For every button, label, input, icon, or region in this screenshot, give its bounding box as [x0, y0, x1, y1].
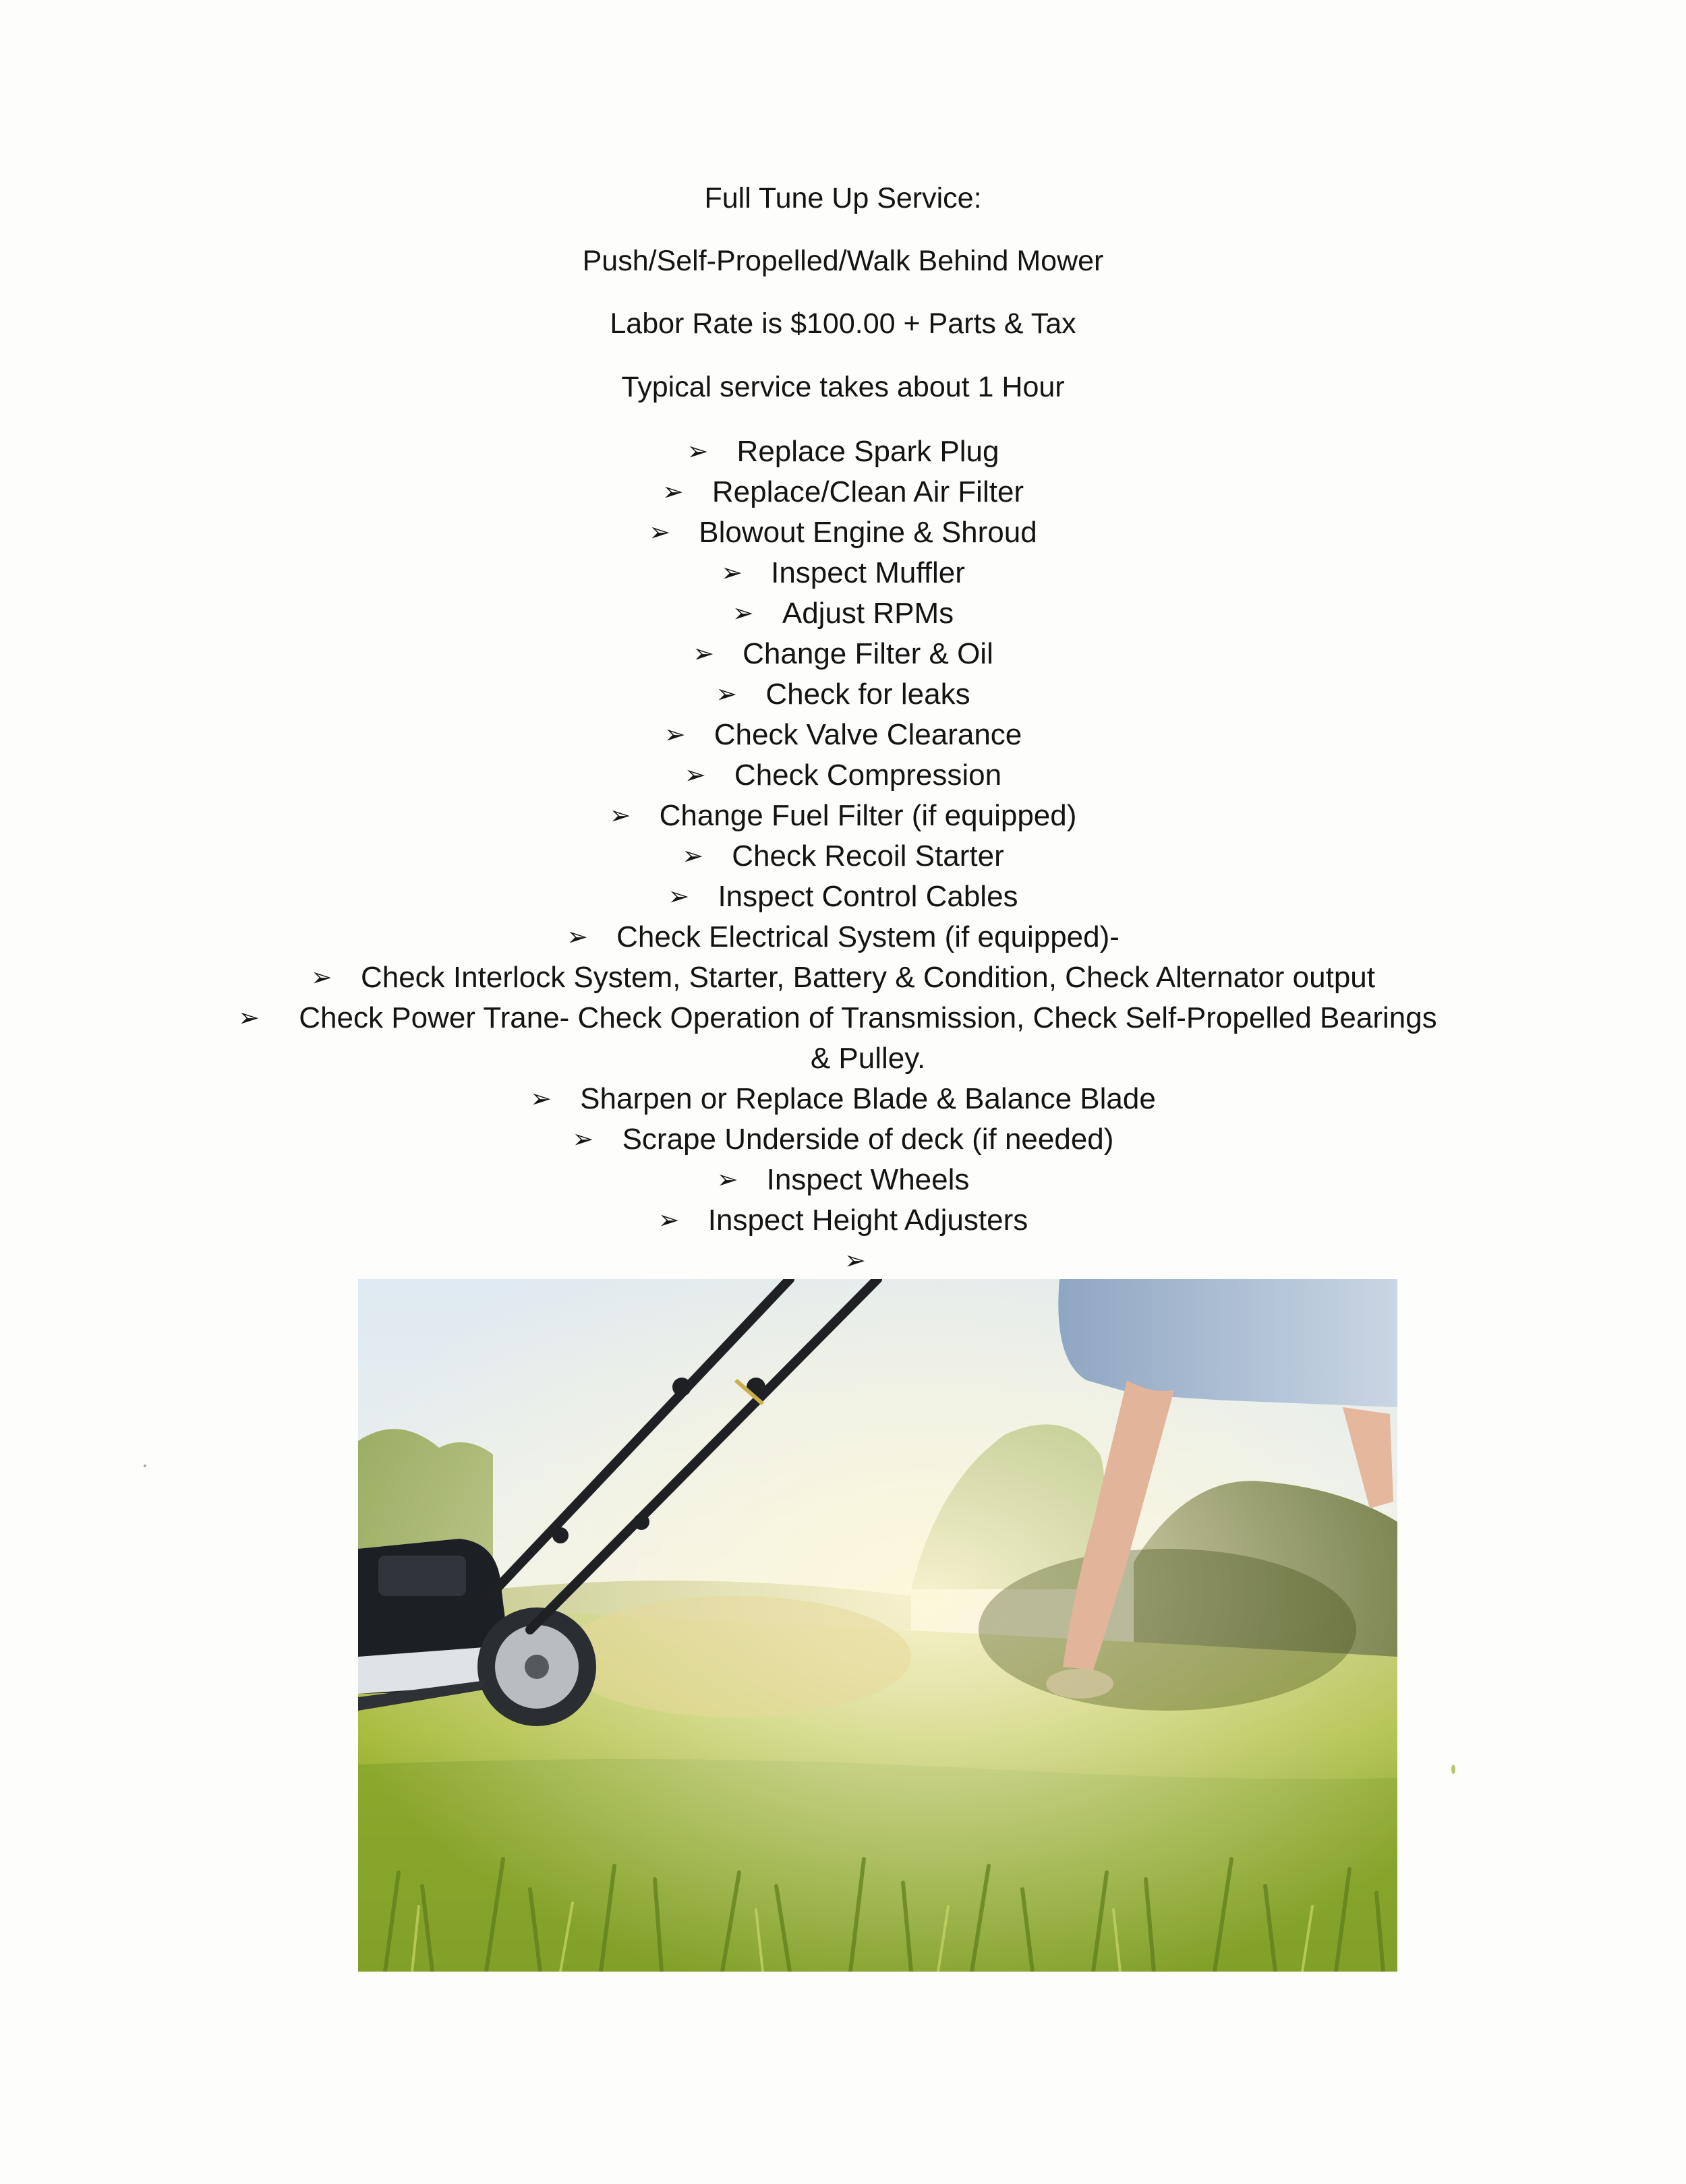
arrow-bullet-icon: ➢ [310, 964, 332, 992]
list-item: ➢ Change Fuel Filter (if equipped) [0, 796, 1686, 836]
list-item: ➢ Change Filter & Oil [0, 634, 1686, 674]
list-item: ➢ Inspect Height Adjusters [0, 1200, 1686, 1241]
arrow-bullet-icon: ➢ [668, 883, 690, 911]
arrow-bullet-icon: ➢ [664, 721, 686, 749]
list-item: ➢ Check Interlock System, Starter, Battery & Condition, Check Alternator output [0, 957, 1686, 998]
list-item: ➢ Inspect Control Cables [0, 877, 1686, 917]
arrow-bullet-icon: ➢ [238, 1004, 260, 1032]
scan-speck [1451, 1765, 1455, 1774]
list-item: ➢ Sharpen or Replace Blade & Balance Blade [0, 1079, 1686, 1119]
list-item: ➢ Inspect Wheels [0, 1160, 1686, 1200]
list-item: ➢ Check Electrical System (if equipped)- [0, 917, 1686, 957]
arrow-bullet-icon: ➢ [662, 478, 684, 506]
list-item: ➢ Replace Spark Plug [0, 432, 1686, 472]
list-item: ➢ Adjust RPMs [0, 593, 1686, 634]
arrow-bullet-icon: ➢ [609, 802, 631, 830]
arrow-bullet-icon: ➢ [844, 1247, 866, 1275]
arrow-bullet-icon: ➢ [721, 559, 743, 587]
arrow-bullet-icon: ➢ [572, 1125, 594, 1154]
scan-speck [144, 1465, 146, 1467]
list-item: ➢ Check Power Trane- Check Operation of Transmission, Check Self-Propelled Bearings & Pulley. [0, 998, 1686, 1079]
arrow-bullet-icon: ➢ [684, 761, 706, 790]
service-title: Full Tune Up Service: [704, 182, 982, 214]
arrow-bullet-icon: ➢ [732, 599, 754, 628]
arrow-bullet-icon: ➢ [682, 842, 704, 870]
list-item: ➢ Check Compression [0, 755, 1686, 796]
arrow-bullet-icon: ➢ [649, 519, 671, 547]
lawn-mowing-photo [358, 1279, 1397, 1972]
list-item: ➢ Check for leaks [0, 674, 1686, 715]
list-item: ➢ Blowout Engine & Shroud [0, 512, 1686, 553]
labor-rate-line: Labor Rate is $100.00 + Parts & Tax [610, 307, 1076, 340]
list-item: ➢ Check Recoil Starter [0, 836, 1686, 877]
lawn-mowing-illustration [358, 1279, 1397, 1972]
arrow-bullet-icon: ➢ [693, 640, 714, 668]
list-item-empty [0, 1241, 1686, 1281]
service-duration-line: Typical service takes about 1 Hour [621, 371, 1065, 403]
arrow-bullet-icon: ➢ [687, 438, 709, 466]
arrow-bullet-icon: ➢ [716, 680, 738, 709]
list-item: ➢ Inspect Muffler [0, 553, 1686, 593]
arrow-bullet-icon: ➢ [658, 1206, 680, 1235]
arrow-bullet-icon: ➢ [716, 1166, 738, 1194]
list-item: ➢ Scrape Underside of deck (if needed) [0, 1119, 1686, 1160]
service-checklist [0, 432, 1686, 1281]
arrow-bullet-icon: ➢ [530, 1085, 552, 1113]
arrow-bullet-icon: ➢ [566, 923, 588, 951]
list-item: ➢ Check Valve Clearance [0, 715, 1686, 755]
list-item: ➢ Replace/Clean Air Filter [0, 472, 1686, 512]
mower-type-line: Push/Self-Propelled/Walk Behind Mower [582, 245, 1104, 277]
